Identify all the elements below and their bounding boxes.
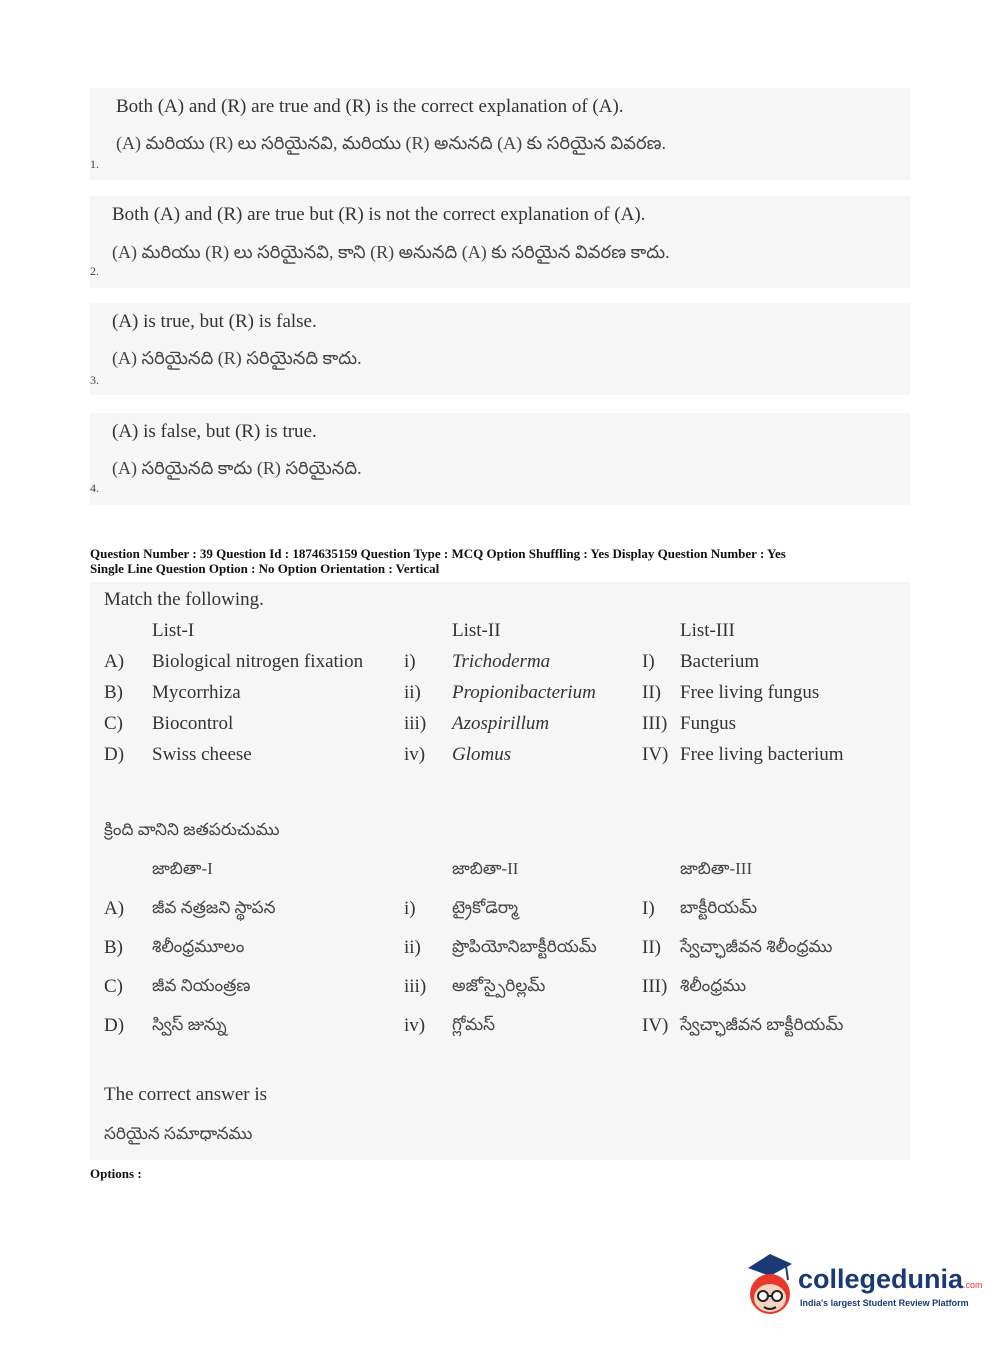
row-label: A) <box>104 898 125 919</box>
logo-wordmark: collegedunia <box>798 1264 964 1294</box>
row-label: iv) <box>404 1015 426 1036</box>
options-label: Options : <box>90 1166 142 1181</box>
row-label: III) <box>642 713 668 734</box>
answer-prompt-english: The correct answer is <box>104 1084 268 1105</box>
list-3-item: Free living fungus <box>680 682 820 703</box>
list-header: List-III <box>680 620 735 641</box>
row-label: iii) <box>404 713 427 734</box>
list-1-item: Mycorrhiza <box>152 682 241 703</box>
row-label: II) <box>642 682 661 703</box>
option-3-number: 3. <box>90 373 99 387</box>
row-label: ii) <box>404 937 421 958</box>
row-label: I) <box>642 651 655 672</box>
question-instruction-telugu: క్రింది వానిని జతపరుచుము <box>104 820 280 839</box>
list-3-item: స్వేచ్ఛాజీవన శిలీంధ్రము <box>680 937 833 956</box>
list-2-item: అజోస్పైరిల్లమ్ <box>452 976 546 995</box>
row-label: iii) <box>404 976 427 997</box>
list-1-item: జీవ నియంత్రణ <box>152 976 251 995</box>
option-4-number: 4. <box>90 481 99 495</box>
row-label: I) <box>642 898 655 919</box>
row-label: D) <box>104 744 125 765</box>
option-3-english: (A) is true, but (R) is false. <box>112 311 317 332</box>
list-2-item: గ్లోమస్ <box>452 1015 496 1034</box>
row-label: IV) <box>642 1015 669 1036</box>
question-meta-line-2: Single Line Question Option : No Option Orientation : Vertical <box>90 561 440 576</box>
question-instruction-english: Match the following. <box>104 589 264 610</box>
row-label: B) <box>104 682 123 703</box>
row-label: C) <box>104 713 123 734</box>
list-header: List-II <box>452 620 501 641</box>
list-2-item: Glomus <box>452 744 512 765</box>
option-3-telugu: (A) సరియైనది (R) సరియైనది కాదు. <box>112 348 362 368</box>
list-2-item: Propionibacterium <box>452 682 596 703</box>
row-label: II) <box>642 937 661 958</box>
list-2-item: Azospirillum <box>452 713 550 734</box>
logo-suffix: .com <box>963 1280 983 1290</box>
option-1-number: 1. <box>90 157 99 171</box>
collegedunia-logo <box>742 1250 983 1320</box>
list-1-item: జీవ నత్రజని స్థాపన <box>152 898 276 917</box>
list-3-item: శిలీంధ్రము <box>680 976 747 995</box>
row-label: III) <box>642 976 668 997</box>
list-header: జాబితా-III <box>680 859 753 878</box>
list-header: జాబితా-II <box>452 859 519 878</box>
option-1-english: Both (A) and (R) are true and (R) is the correct explanation of (A). <box>116 96 624 117</box>
list-3-item: Free living bacterium <box>680 744 844 765</box>
list-3-item: స్వేచ్ఛాజీవన బాక్టీరియమ్ <box>680 1015 844 1034</box>
row-label: D) <box>104 1015 125 1036</box>
list-1-item: Biological nitrogen fixation <box>152 651 364 672</box>
mascot-icon <box>742 1250 802 1316</box>
row-label: C) <box>104 976 123 997</box>
row-label: i) <box>404 651 416 672</box>
logo-tagline: India's largest Student Review Platform <box>800 1298 969 1308</box>
option-4-telugu: (A) సరియైనది కాదు (R) సరియైనది. <box>112 458 362 478</box>
row-label: IV) <box>642 744 669 765</box>
option-2-telugu: (A) మరియు (R) లు సరియైనవి, కాని (R) అనునది (A) కు సరియైన వివరణ కాదు. <box>112 242 670 262</box>
list-2-item: ప్రొపియోనిబాక్టీరియమ్ <box>452 937 597 956</box>
row-label: A) <box>104 651 125 672</box>
option-2-number: 2. <box>90 264 99 278</box>
row-label: B) <box>104 937 123 958</box>
question-meta-line-1: Question Number : 39 Question Id : 1874635159 Question Type : MCQ Option Shuffling : Yes Display Question Number : Yes <box>90 546 786 561</box>
list-3-item: బాక్టీరియమ్ <box>680 898 758 917</box>
list-1-item: Swiss cheese <box>152 744 252 765</box>
list-3-item: Fungus <box>680 713 736 734</box>
list-1-item: స్విస్ జున్ను <box>152 1015 227 1034</box>
list-3-item: Bacterium <box>680 651 760 672</box>
list-2-item: Trichoderma <box>452 651 551 672</box>
row-label: iv) <box>404 744 426 765</box>
answer-prompt-telugu: సరియైన సమాధానము <box>104 1124 253 1143</box>
list-header: జాబితా-I <box>152 859 213 878</box>
list-header: List-I <box>152 620 195 641</box>
list-1-item: శిలీంధ్రమూలం <box>152 937 245 956</box>
list-1-item: Biocontrol <box>152 713 234 734</box>
option-1-telugu: (A) మరియు (R) లు సరియైనవి, మరియు (R) అనునది (A) కు సరియైన వివరణ. <box>116 133 666 153</box>
option-2-english: Both (A) and (R) are true but (R) is not the correct explanation of (A). <box>112 204 646 225</box>
option-4-english: (A) is false, but (R) is true. <box>112 421 317 442</box>
row-label: ii) <box>404 682 421 703</box>
row-label: i) <box>404 898 416 919</box>
list-2-item: ట్రైకోడెర్మా <box>452 898 519 917</box>
